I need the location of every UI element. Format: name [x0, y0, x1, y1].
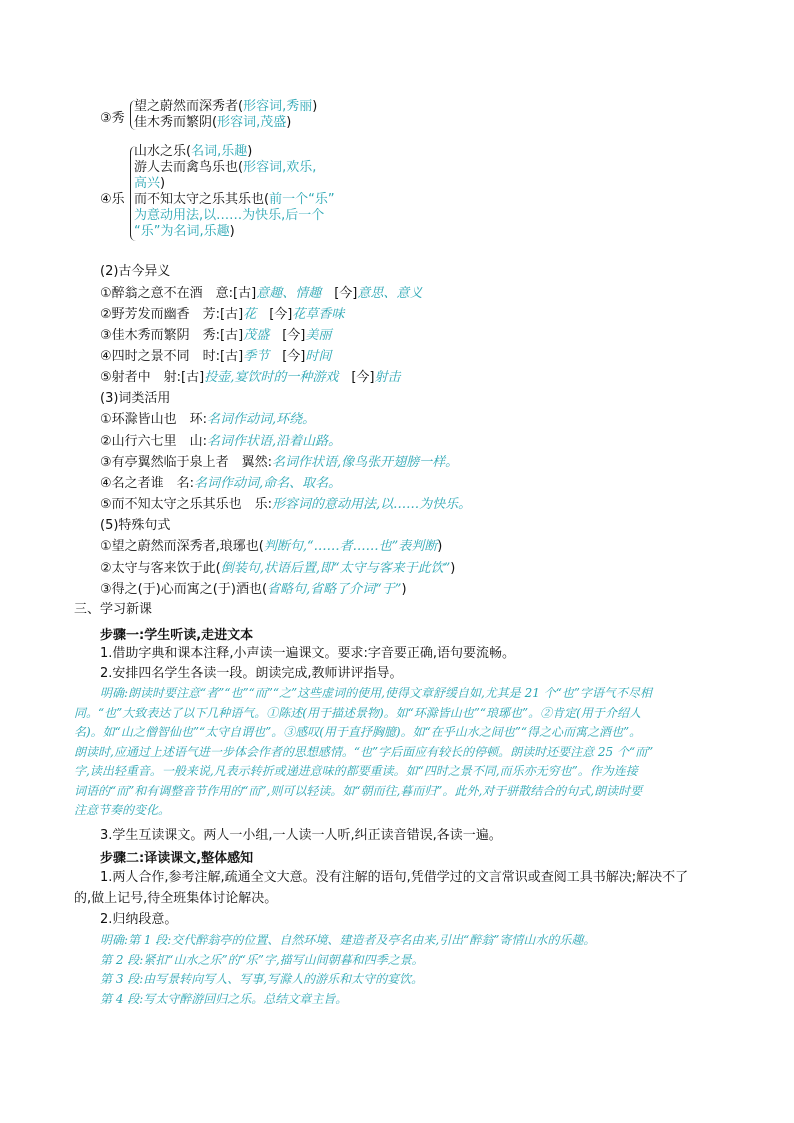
note-line: 第 4 段:写太守醉游回归之乐。总结文章主旨。 [100, 991, 348, 1006]
huoyong-question: ④名之者谁 名: [100, 476, 195, 491]
teshu-item [100, 561, 455, 577]
paragraph: 的,做上记号,待全班集体讨论解决。 [74, 891, 278, 906]
le-number: ④乐 [100, 192, 125, 207]
paragraph: 3.学生互读课文。两人一小组,一人读一人听,纠正读音错误,各读一遍。 [100, 828, 502, 843]
le-close-6: ) [229, 224, 235, 239]
le-line-1 [134, 144, 252, 160]
le-line-3 [134, 176, 165, 192]
teshu-item [100, 582, 407, 598]
paragraph: 1.两人合作,参考注解,疏通全文大意。没有注解的语句,凭借学过的文言常识或查阅工具书解决;解决不了 [100, 870, 689, 885]
huoyong-answer: 名词作动词,环绕。 [207, 412, 316, 427]
huoyong-question: ⑤而不知太守之乐其乐也 乐: [100, 497, 273, 512]
gujin-modern-label: [今] [269, 328, 306, 343]
huoyong-item [100, 455, 458, 471]
teshu-question: ②太守与客来饮于此( [100, 561, 221, 576]
note-line: 明确:第 1 段:交代醉翁亭的位置、自然环境、建造者及亭名由来,引出“醉翁”寄情山水的乐趣。 [100, 933, 596, 947]
huoyong-answer: 名词作动词,命名、取名。 [194, 476, 342, 491]
gujin-modern-label: [今] [321, 286, 358, 301]
note-line: 第 3 段:由写景转向写人、写事,写滁人的游乐和太守的宴饮。 [100, 972, 424, 986]
gujin-modern: 美丽 [305, 328, 332, 343]
le-sentence-4: 而不知太守之乐其乐也( [134, 192, 270, 207]
note-line: 词语的“而”和有调整音节作用的“而”,则可以轻读。如“朝而往,暮而归”。此外,对于骈散结合的句式,朗读时要 [74, 783, 643, 798]
le-line-5 [134, 208, 324, 224]
gujin-item [100, 370, 401, 386]
teshu-answer: 倒装句,状语后置,即“太守与客来于此饮” [220, 561, 451, 576]
gujin-modern: 意思、意义 [357, 286, 423, 301]
note-line: 字,读出轻重音。一般来说,凡表示转折或递进意味的都要重读。如“四时之景不同,而乐亦无穷也”。作为连接 [74, 764, 638, 778]
gujin-item [100, 328, 331, 344]
gujin-ancient: 投壶,宴饮时的一种游戏 [204, 370, 339, 385]
gujin-item [100, 286, 422, 302]
gujin-question: ②野芳发而幽香 芳:[古] [100, 307, 244, 322]
gujin-modern: 花草香味 [292, 307, 345, 322]
le-sentence-1: 山水之乐( [134, 144, 192, 159]
teshu-title: (5)特殊句式 [100, 518, 171, 533]
huoyong-question: ①环滁皆山也 环: [100, 412, 208, 427]
huoyong-item [100, 476, 341, 492]
gujin-ancient: 花 [243, 307, 257, 322]
step-two-heading: 步骤二:译读课文,整体感知 [100, 851, 254, 866]
gujin-modern-label: [今] [269, 349, 306, 364]
xiu-close-2: ) [286, 115, 292, 130]
le-close-3: ) [160, 176, 166, 191]
paragraph: 2.归纳段意。 [100, 912, 178, 927]
gujin-ancient: 茂盛 [243, 328, 270, 343]
note-line: 朗读时,应通过上述语气进一步体会作者的思想感情。“也”字后面应有较长的停顿。朗读时还要注意 25 个“而” [74, 744, 654, 759]
gujin-ancient: 季节 [243, 349, 270, 364]
le-answer-3: 高兴 [134, 176, 161, 191]
reading-note [74, 684, 758, 821]
teshu-answer: 省略句,省略了介词“于” [267, 582, 402, 597]
le-answer-6: “乐”为名词,乐趣 [134, 224, 230, 239]
teshu-question: ③得之(于)心而寓之(于)酒也( [100, 582, 268, 597]
gujin-ancient: 意趣、情趣 [256, 286, 322, 301]
huoyong-item [100, 497, 471, 513]
le-line-4 [134, 192, 335, 208]
teshu-close: ) [401, 582, 407, 597]
xiu-close-1: ) [312, 99, 318, 114]
gujin-title: (2)古今异义 [100, 264, 171, 279]
le-answer-1: 名词,乐趣 [191, 144, 248, 159]
le-answer-5: 为意动用法,以……为快乐,后一个 [134, 208, 325, 223]
huoyong-question: ③有亭翼然临于泉上者 翼然: [100, 455, 273, 470]
gujin-question: ③佳木秀而繁阴 秀:[古] [100, 328, 244, 343]
note-line: 同。“也”大致表达了以下几种语气。①陈述(用于描述景物)。如“环滁皆山也”“琅琊也”。②肯定(用于介绍人 [74, 705, 641, 720]
teshu-item [100, 539, 442, 555]
huoyong-answer: 名词作状语,沿着山路。 [207, 434, 342, 449]
paragraph: 2.安排四名学生各读一段。朗读完成,教师讲评指导。 [100, 666, 403, 681]
step-one-heading: 步骤一:学生听读,走进文本 [100, 628, 254, 643]
le-answer-4: 前一个“乐” [269, 192, 335, 207]
xiu-sentence-2: 佳木秀而繁阴( [134, 115, 218, 130]
section-heading: 三、学习新课 [74, 602, 153, 617]
teshu-close: ) [437, 539, 443, 554]
huoyong-item [100, 434, 341, 450]
note-line: 注意节奏的变化。 [74, 803, 171, 817]
paragraph: 1.借助字典和课本注释,小声读一遍课文。要求:字音要正确,语句要流畅。 [100, 646, 516, 661]
xiu-sentence-1: 望之蔚然而深秀者( [134, 99, 244, 114]
huoyong-item [100, 412, 315, 428]
xiu-answer-1: 形容词,秀丽 [243, 99, 313, 114]
le-line-6 [134, 224, 235, 240]
huoyong-question: ②山行六七里 山: [100, 434, 208, 449]
gujin-modern: 时间 [305, 349, 332, 364]
note-line: 第 2 段:紧扣“山水之乐”的“乐”字,描写山间朝暮和四季之景。 [100, 952, 424, 967]
gujin-question: ①醉翁之意不在酒 意:[古] [100, 286, 257, 301]
gujin-question: ④四时之景不同 时:[古] [100, 349, 244, 364]
gujin-item [100, 349, 331, 365]
note-line: 名)。如“山之僧智仙也”“太守自谓也”。③感叹(用于直抒胸臆)。如“在乎山水之间也”“得之心而寓之酒也”。 [74, 725, 642, 739]
gujin-modern: 射击 [374, 370, 401, 385]
le-answer-2: 形容词,欢乐, [243, 160, 317, 175]
xiu-line-2 [134, 115, 291, 131]
le-sentence-2: 游人去而禽鸟乐也( [134, 160, 244, 175]
huoyong-title: (3)词类活用 [100, 391, 171, 406]
note-line: 明确:朗读时要注意“者”“也”“而”“之”这些虚词的使用,使得文章舒缓自如,尤其是 21 个“也”字语气不尽相 [100, 686, 652, 700]
huoyong-answer: 名词作状语,像鸟张开翅膀一样。 [272, 455, 459, 470]
teshu-answer: 判断句,“……者……也”表判断 [263, 539, 438, 554]
le-close-1: ) [247, 144, 253, 159]
gujin-question: ⑤射者中 射:[古] [100, 370, 205, 385]
gujin-item [100, 307, 344, 323]
le-line-2 [134, 160, 316, 176]
gujin-modern-label: [今] [338, 370, 375, 385]
xiu-line-1 [134, 99, 317, 115]
xiu-number: ③秀 [100, 111, 125, 126]
paragraph-summary-note [100, 931, 758, 1009]
gujin-modern-label: [今] [256, 307, 293, 322]
xiu-answer-2: 形容词,茂盛 [217, 115, 287, 130]
huoyong-answer: 形容词的意动用法,以……为快乐。 [272, 497, 472, 512]
teshu-question: ①望之蔚然而深秀者,琅琊也( [100, 539, 264, 554]
teshu-close: ) [450, 561, 456, 576]
